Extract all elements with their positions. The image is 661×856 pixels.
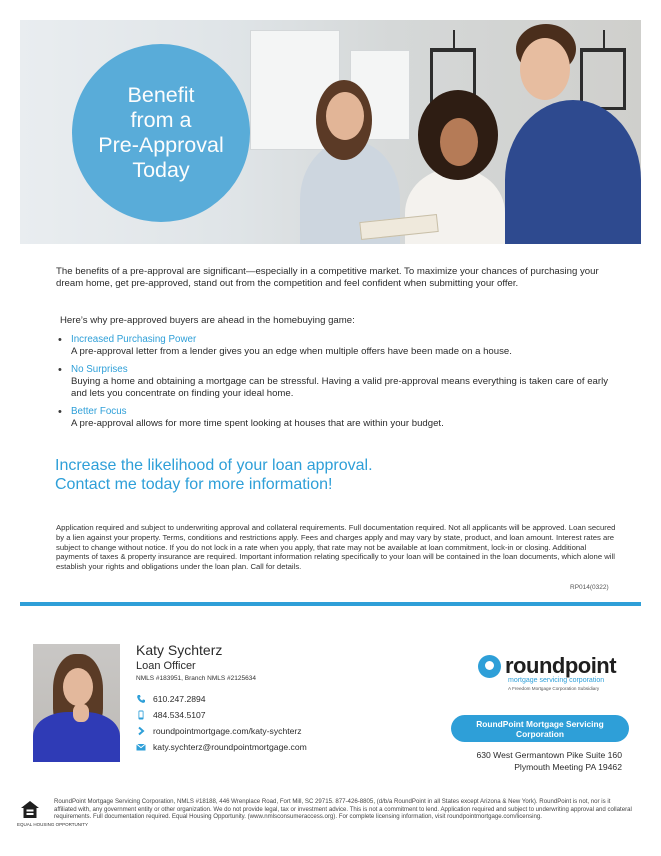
logo-subtagline: A Freedom Mortgage Corporation Subsidiary <box>508 686 600 691</box>
logo-tagline: mortgage servicing corporation <box>508 677 605 684</box>
roundpoint-logo <box>478 653 633 695</box>
benefits-subhead: Here’s why pre-approved buyers are ahead in the homebuying game: <box>60 315 355 326</box>
call-to-action <box>55 456 373 494</box>
logo-wordmark: roundpoint <box>505 653 617 678</box>
equal-housing-label: EQUAL HOUSING OPPORTUNITY <box>17 822 89 827</box>
company-name-badge <box>451 715 629 742</box>
list-item <box>56 406 626 430</box>
officer-nmls: NMLS #183951, Branch NMLS #2125634 <box>136 675 256 682</box>
benefit-title: Better Focus <box>71 406 127 417</box>
mobile-icon <box>136 710 146 720</box>
contact-mobile-text: 484.534.5107 <box>153 710 206 720</box>
photo-face <box>63 668 93 706</box>
email-icon <box>136 742 146 752</box>
benefit-title: No Surprises <box>71 364 128 375</box>
logo-mark-icon <box>478 655 501 678</box>
form-code: RP014(0322) <box>570 584 609 591</box>
benefits-list <box>56 334 626 436</box>
company-address <box>440 749 622 773</box>
bullet-icon: • <box>58 364 62 376</box>
hero-title-line: from a <box>130 108 192 132</box>
hero-title <box>86 83 236 183</box>
link-icon <box>136 726 146 736</box>
company-name-line: RoundPoint Mortgage Servicing <box>476 718 604 729</box>
address-line: 630 West Germantown Pike Suite 160 <box>476 750 622 760</box>
person-face <box>326 92 364 140</box>
cta-line: Contact me today for more information! <box>55 476 333 493</box>
contact-email-text: katy.sychterz@roundpointmortgage.com <box>153 742 307 752</box>
list-item <box>56 334 626 358</box>
contact-website[interactable] <box>136 723 307 739</box>
hero-title-line: Today <box>132 158 190 182</box>
cta-line: Increase the likelihood of your loan approval. <box>55 457 373 474</box>
officer-name: Katy Sychterz <box>136 642 223 658</box>
intro-paragraph: The benefits of a pre-approval are significant—especially in a competitive market. To maximize your chances of purchasing your dream home, get pre-approved, stand out from the competition and feel confident when submitting your offer. <box>56 266 599 289</box>
hero-title-line: Pre-Approval <box>98 133 224 157</box>
hero-badge <box>72 44 250 222</box>
contact-email[interactable] <box>136 739 307 755</box>
contact-website-text: roundpointmortgage.com/katy-sychterz <box>153 726 302 736</box>
hero-title-line: Benefit <box>127 83 195 107</box>
photo-hand <box>73 704 89 722</box>
benefit-title: Increased Purchasing Power <box>71 334 197 345</box>
section-divider <box>20 602 641 606</box>
hero-image <box>20 20 641 244</box>
bullet-icon: • <box>58 406 62 418</box>
benefit-text: A pre-approval letter from a lender gives you an edge when multiple offers have been made on a house. <box>71 346 512 357</box>
contact-phone[interactable] <box>136 691 307 707</box>
footer-legal-text: RoundPoint Mortgage Servicing Corporation, NMLS #18188, 446 Wrenplace Road, Fort Mill, SC 29715. 877-426-8805, (d/b/a RoundPoint in all States except Arizona & New York). RoundPoint is not, nor is it affiliated with, any government entity or other organization. We do not provide legal, tax or investment advice. This is not a commitment to lend. Application required and subject to underwriting approval and collateral requirements. Full documentation required. Equal Housing Opportunity. (www.nmlsconsumeraccess.org). For complete licensing information, visit roundpointmortgage.com/licensing. <box>54 798 632 821</box>
person-face <box>440 118 478 166</box>
address-line: Plymouth Meeting PA 19462 <box>514 762 622 772</box>
phone-icon <box>136 694 146 704</box>
benefit-text: A pre-approval allows for more time spent looking at houses that are within your budget. <box>71 418 444 429</box>
person-face <box>520 38 570 100</box>
contact-phone-text: 610.247.2894 <box>153 694 206 704</box>
officer-photo <box>33 644 120 762</box>
company-name-line: Corporation <box>516 728 564 739</box>
person-buyer <box>505 100 641 244</box>
list-item <box>56 364 626 400</box>
officer-title: Loan Officer <box>136 660 196 672</box>
contact-list <box>136 691 307 755</box>
benefit-text: Buying a home and obtaining a mortgage can be stressful. Having a valid pre-approval means everything is taken care of early and lets you concentrate on finding your ideal home. <box>71 376 609 399</box>
contact-mobile[interactable] <box>136 707 307 723</box>
bullet-icon: • <box>58 334 62 346</box>
disclaimer-text: Application required and subject to underwriting approval and collateral requirements. Full documentation required. Not all applicants will be approved. Loan secured by a lien against your property. Terms, conditions and restrictions apply. Fees and charges apply and may vary by state, product, and loan amount. Interest rates are subject to change without notice. If you do not lock in a rate when you apply, that rate may not be available at loan commitment, lock-in or closing. Additional payments of taxes & property insurance are required. Important information relating specifically to your loan will be contained in the loan documents, which alone will establish your rights and obligations under the loan plan. Call for details. <box>56 523 616 572</box>
